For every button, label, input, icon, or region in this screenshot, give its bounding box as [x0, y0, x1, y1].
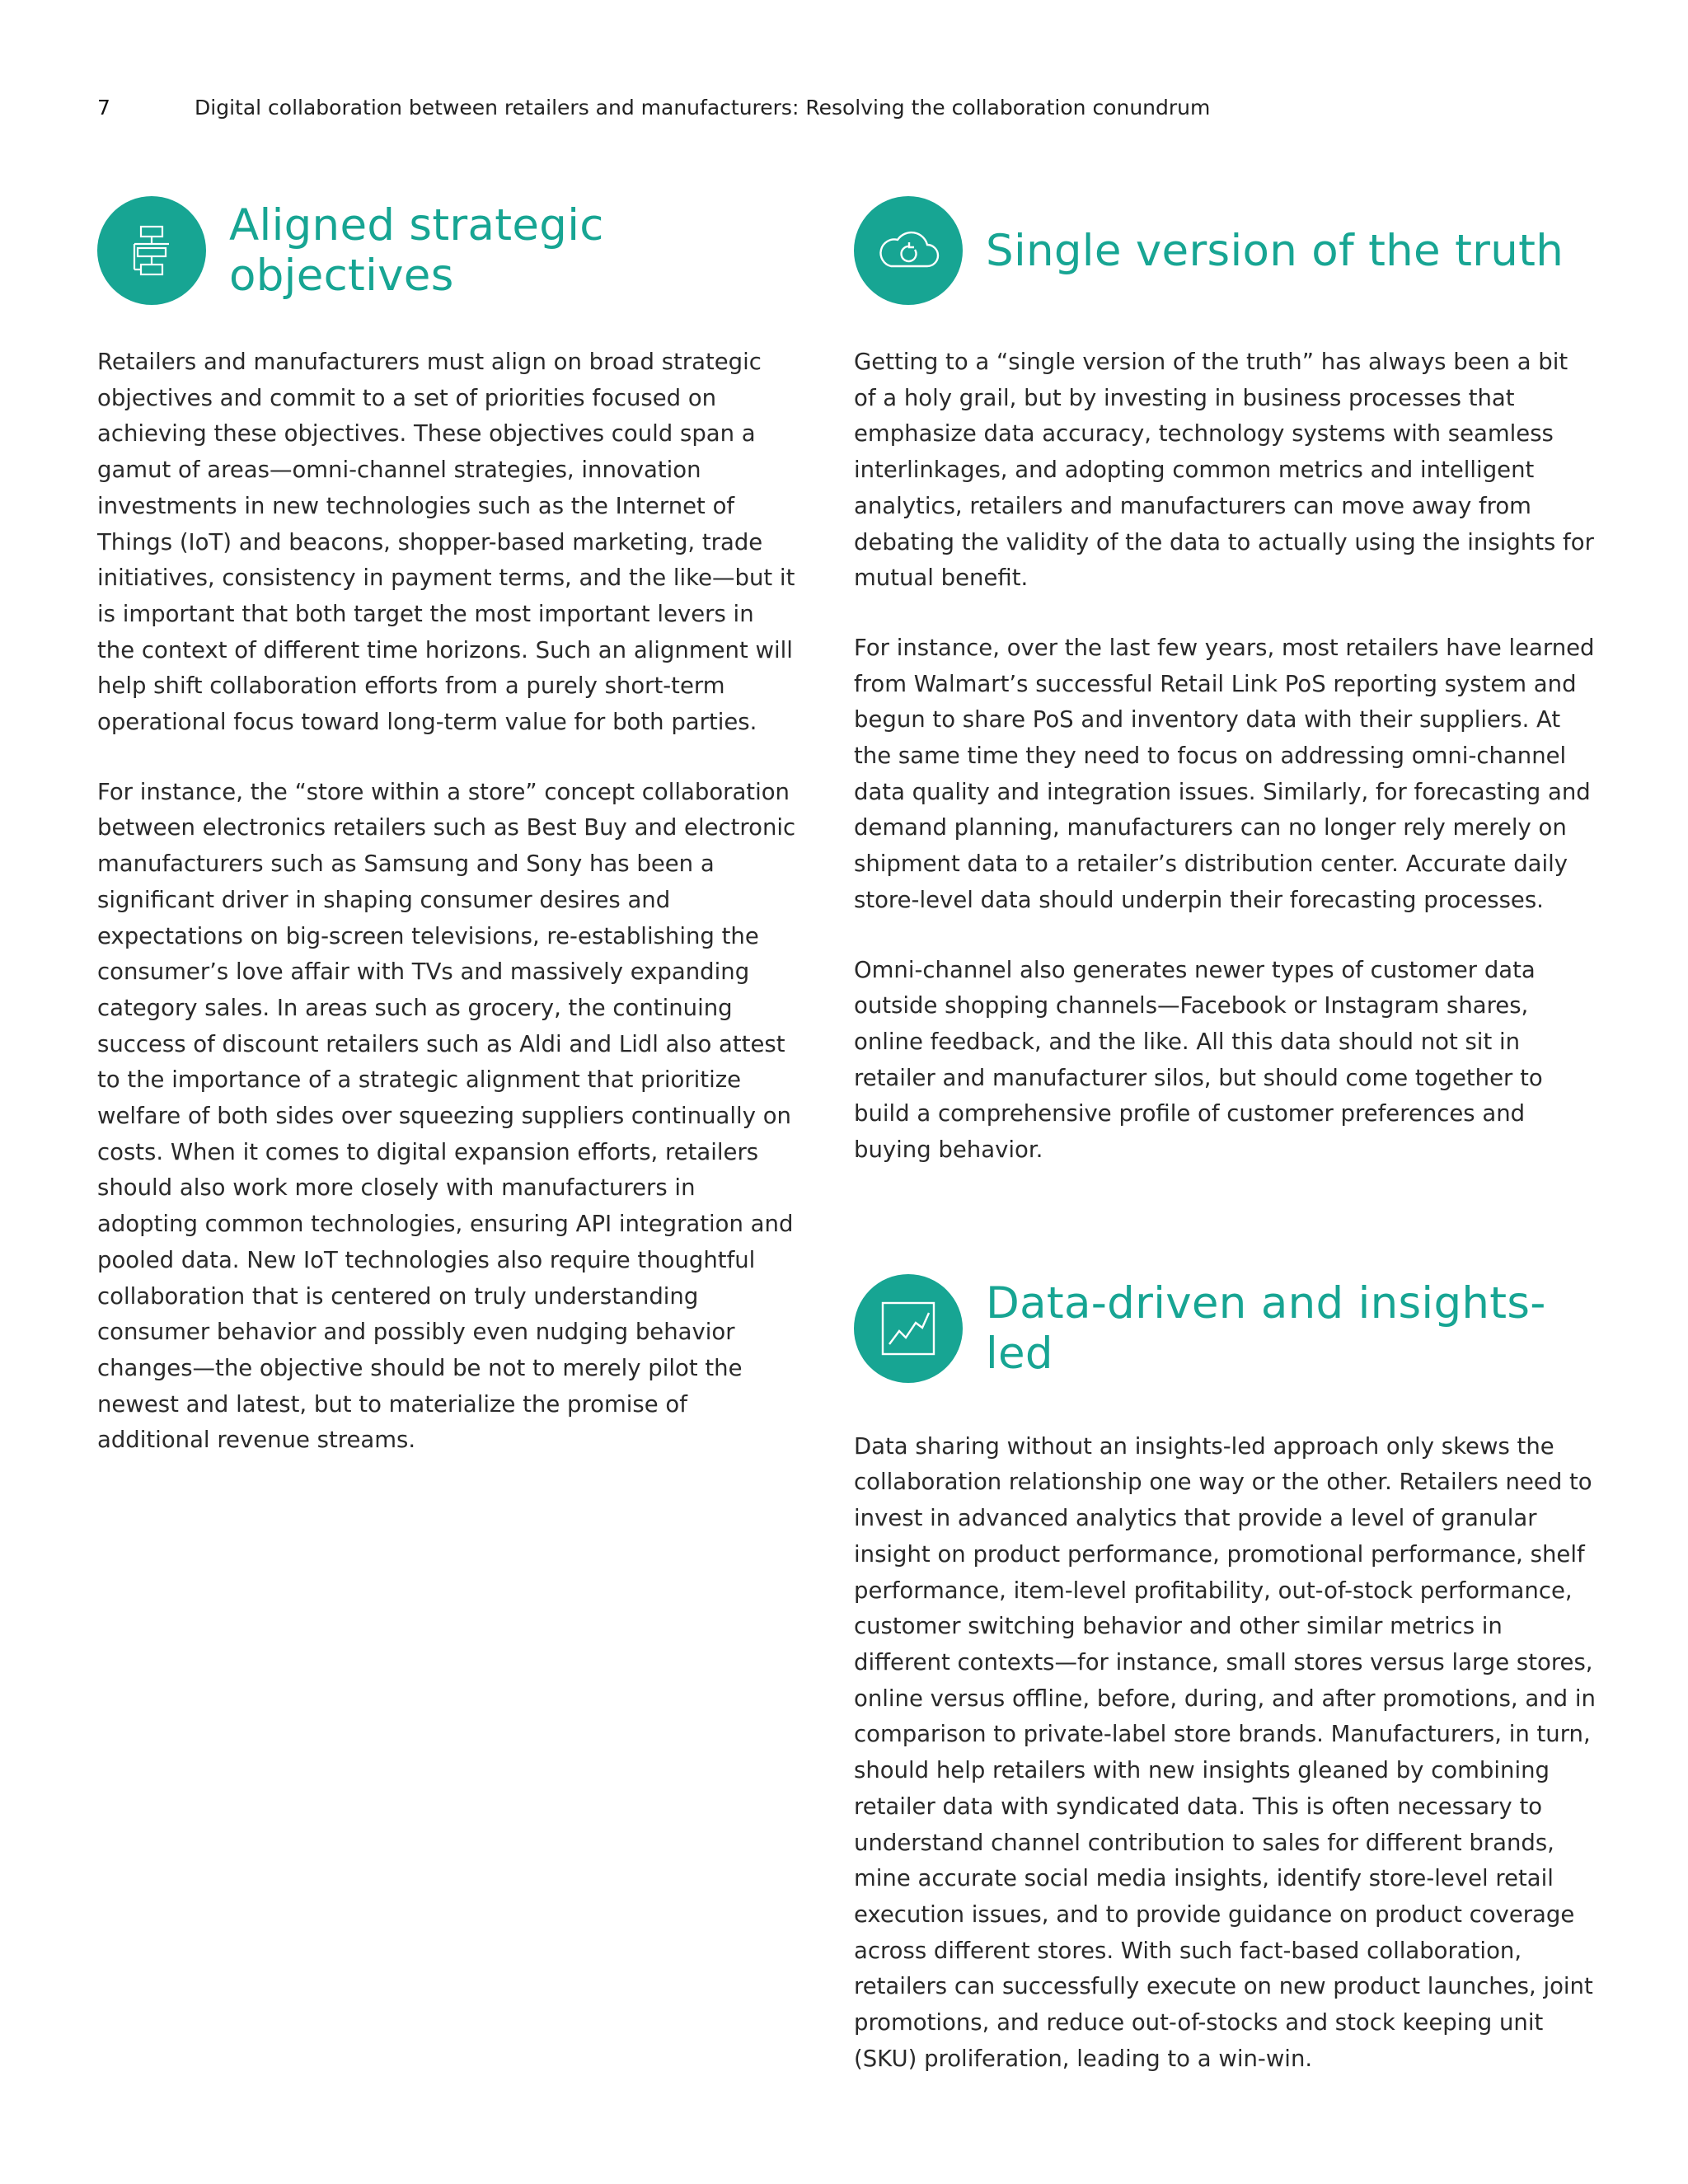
paragraph: For instance, the “store within a store” concept collaboration between electronics retailers such as Best Buy and electronic manufacturers such as Samsung and Sony has been a significant driver in shaping consumer desires and expectations on big-screen televisions, re-establishing the consumer’s love affair with TVs and massively expanding category sales. In areas such as grocery, the continuing success of discount retailers such as Aldi and Lidl also attest to the importance of a strategic alignment that prioritize welfare of both sides over squeezing suppliers continually on costs. When it comes to digital expansion efforts, retailers should also work more closely with manufacturers in adopting common technologies, ensuring API integration and pooled data. New IoT technologies also require thoughtful collaboration that is centered on truly understanding consumer behavior and possibly even nudging behavior changes—the objective should be not to merely pilot the newest and latest, but to materialize the promise of additional revenue streams.	[97, 778, 796, 1454]
section-insights-header	[854, 1272, 1596, 1385]
section-title-truth: Single version of the truth	[986, 225, 1564, 276]
line-chart-icon	[854, 1274, 963, 1383]
flowchart-icon	[97, 196, 206, 305]
cloud-refresh-icon	[854, 196, 963, 305]
running-header: Digital collaboration between retailers and manufacturers: Resolving the collaboration conundrum	[195, 96, 1211, 120]
paragraph: Getting to a “single version of the truth” has always been a bit of a holy grail, but by investing in business processes that emphasize data accuracy, technology systems with seamless interlinkages, and adopting common metrics and intelligent analytics, retailers and manufacturers can move away from debating the validity of the data to actually using the insights for mutual benefit.	[854, 349, 1594, 592]
right-column	[854, 194, 1596, 2077]
left-column	[97, 194, 798, 1459]
section-title-aligned: Aligned strategic objectives	[229, 200, 604, 301]
page-number: 7	[97, 96, 111, 120]
section-truth-header	[854, 194, 1596, 307]
paragraph: Data sharing without an insights-led approach only skews the collaboration relationship one way or the other. Retailers need to invest in advanced analytics that provide a level of granular insight on product performance, promotional performance, shelf performance, item-level profitability, out-of-stock performance, customer switching behavior and other similar metrics in different contexts—for instance, small stores versus large stores, online versus offline, before, during, and after promotions, and in comparison to private-label store brands. Manufacturers, in turn, should help retailers with new insights gleaned by combining retailer data with syndicated data. This is often necessary to understand channel contribution to sales for different brands, mine accurate social media insights, identify store-level retail execution issues, and to provide guidance on product coverage across different stores. With such fact-based collaboration, retailers can successfully execute on new product launches, joint promotions, and reduce out-of-stocks and stock keeping unit (SKU) proliferation, leading to a win-win.	[854, 1432, 1596, 2072]
paragraph: For instance, over the last few years, most retailers have learned from Walmart’s successful Retail Link PoS reporting system and begun to share PoS and inventory data with their suppliers. At the same time they need to focus on addressing omni-channel data quality and integration issues. Similarly, for forecasting and demand planning, manufacturers can no longer rely merely on shipment data to a retailer’s distribution center. Accurate daily store-level data should underpin their forecasting processes.	[854, 634, 1595, 913]
section-insights-body	[854, 1429, 1596, 2078]
section-aligned-header	[97, 194, 798, 307]
paragraph: Omni-channel also generates newer types of customer data outside shopping channels—Facebook or Instagram shares, online feedback, and the like. All this data should not sit in retailer and manufacturer silos, but should come together to build a comprehensive profile of customer preferences and buying behavior.	[854, 956, 1543, 1164]
section-truth-body	[854, 344, 1596, 1169]
section-title-insights: Data-driven and insights-led	[986, 1277, 1546, 1379]
section-aligned-body	[97, 344, 798, 1459]
paragraph: Retailers and manufacturers must align on broad strategic objectives and commit to a set of priorities focused on achieving these objectives. These objectives could span a gamut of areas—omni-channel strategies, innovation investments in new technologies such as the Internet of Things (IoT) and beacons, shopper-based marketing, trade initiatives, consistency in payment terms, and the like—but it is important that both target the most important levers in the context of different time horizons. Such an alignment will help shift collaboration efforts from a purely short-term operational focus toward long-term value for both parties.	[97, 349, 795, 736]
